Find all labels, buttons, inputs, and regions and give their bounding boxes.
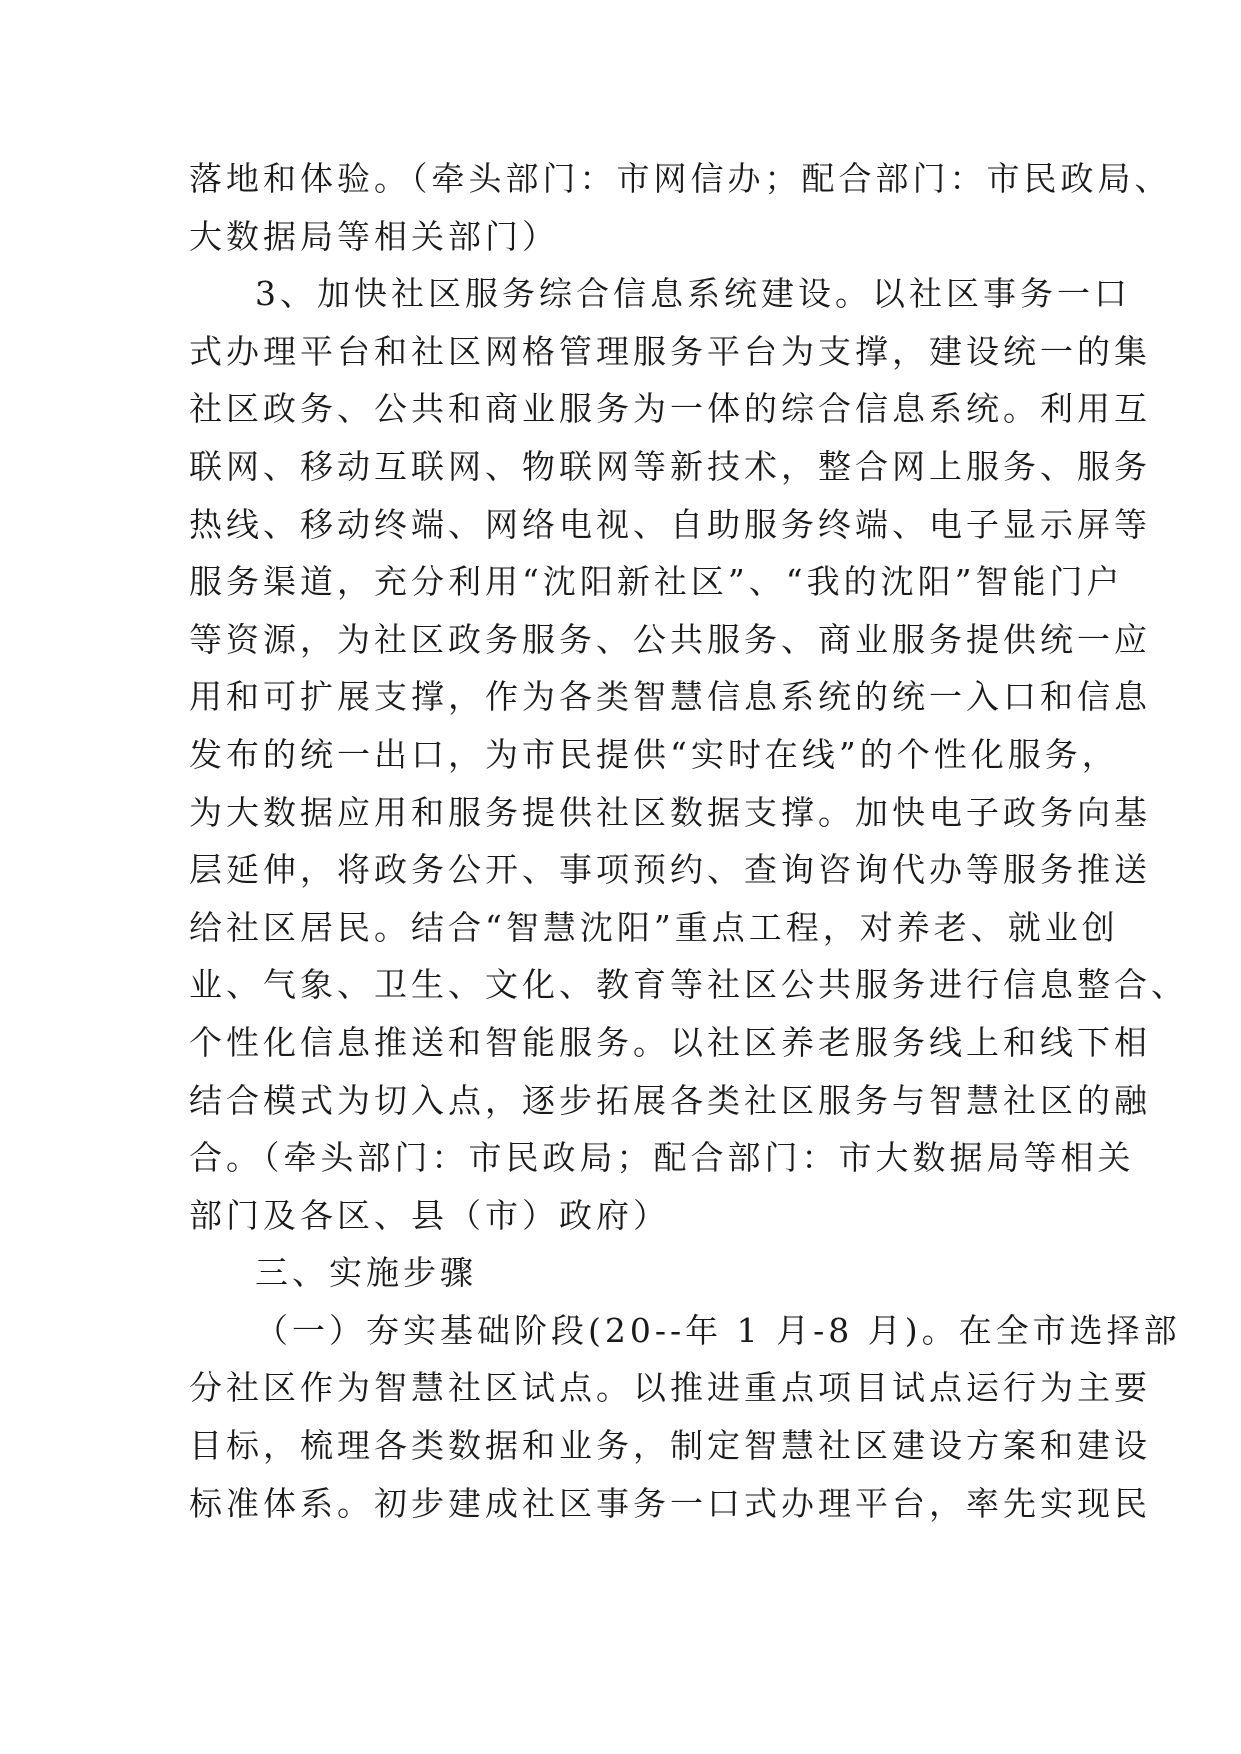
text-line: 分社区作为智慧社区试点。以推进重点项目试点运行为主要 xyxy=(189,1368,1151,1408)
document-body xyxy=(189,150,1188,1532)
text-line: 服务渠道，充分利用“沈阳新社区”、“我的沈阳”智能门户 xyxy=(189,562,1124,602)
text-line: 落地和体验。（牵头部门：市网信办；配合部门：市民政局、 xyxy=(189,159,1172,198)
text-line: 标准体系。初步建成社区事务一口式办理平台，率先实现民 xyxy=(189,1483,1151,1523)
text-line: 式办理平台和社区网格管理服务平台为支撑，建设统一的集 xyxy=(189,331,1151,371)
text-line: （一）夯实基础阶段(20--年 1 月-8 月)。在全市选择部 xyxy=(255,1310,1181,1350)
text-line: 社区政务、公共和商业服务为一体的综合信息系统。利用互 xyxy=(189,389,1151,429)
text-line: 等资源，为社区政务服务、公共服务、商业服务提供统一应 xyxy=(189,619,1151,659)
section-heading xyxy=(189,1244,1059,1302)
text-line: 结合模式为切入点，逐步拓展各类社区服务与智慧社区的融 xyxy=(189,1080,1151,1120)
paragraph-p4 xyxy=(189,1302,1181,1532)
text-line: 给社区居民。结合“智慧沈阳”重点工程，对养老、就业创 xyxy=(189,907,1119,947)
paragraph-p2 xyxy=(189,265,1188,1244)
text-line: 部门及各区、县（市）政府） xyxy=(189,1195,670,1235)
text-line: 热线、移动终端、网络电视、自助服务终端、电子显示屏等 xyxy=(189,504,1151,544)
text-line: 业、气象、卫生、文化、教育等社区公共服务进行信息整合、 xyxy=(189,965,1188,1005)
text-line: 为大数据应用和服务提供社区数据支撑。加快电子政务向基 xyxy=(189,792,1151,832)
text-line: 联网、移动互联网、物联网等新技术，整合网上服务、服务 xyxy=(189,446,1151,486)
text-line: 层延伸，将政务公开、事项预约、查询咨询代办等服务推送 xyxy=(189,850,1151,890)
text-line: 目标，梳理各类数据和业务，制定智慧社区建设方案和建设 xyxy=(189,1426,1151,1466)
text-line: 大数据局等相关部门） xyxy=(189,216,559,256)
text-line: 3、加快社区服务综合信息系统建设。以社区事务一口 xyxy=(255,274,1131,314)
text-line: 合。（牵头部门：市民政局；配合部门：市大数据局等相关 xyxy=(189,1138,1135,1178)
text-line: 用和可扩展支撑，作为各类智慧信息系统的统一入口和信息 xyxy=(189,677,1151,717)
text-line: 个性化信息推送和智能服务。以社区养老服务线上和线下相 xyxy=(189,1022,1151,1062)
paragraph-p1 xyxy=(189,150,1172,265)
text-line: 发布的统一出口，为市民提供“实时在线”的个性化服务， xyxy=(189,734,1119,774)
heading-text: 三、实施步骤 xyxy=(255,1253,477,1293)
